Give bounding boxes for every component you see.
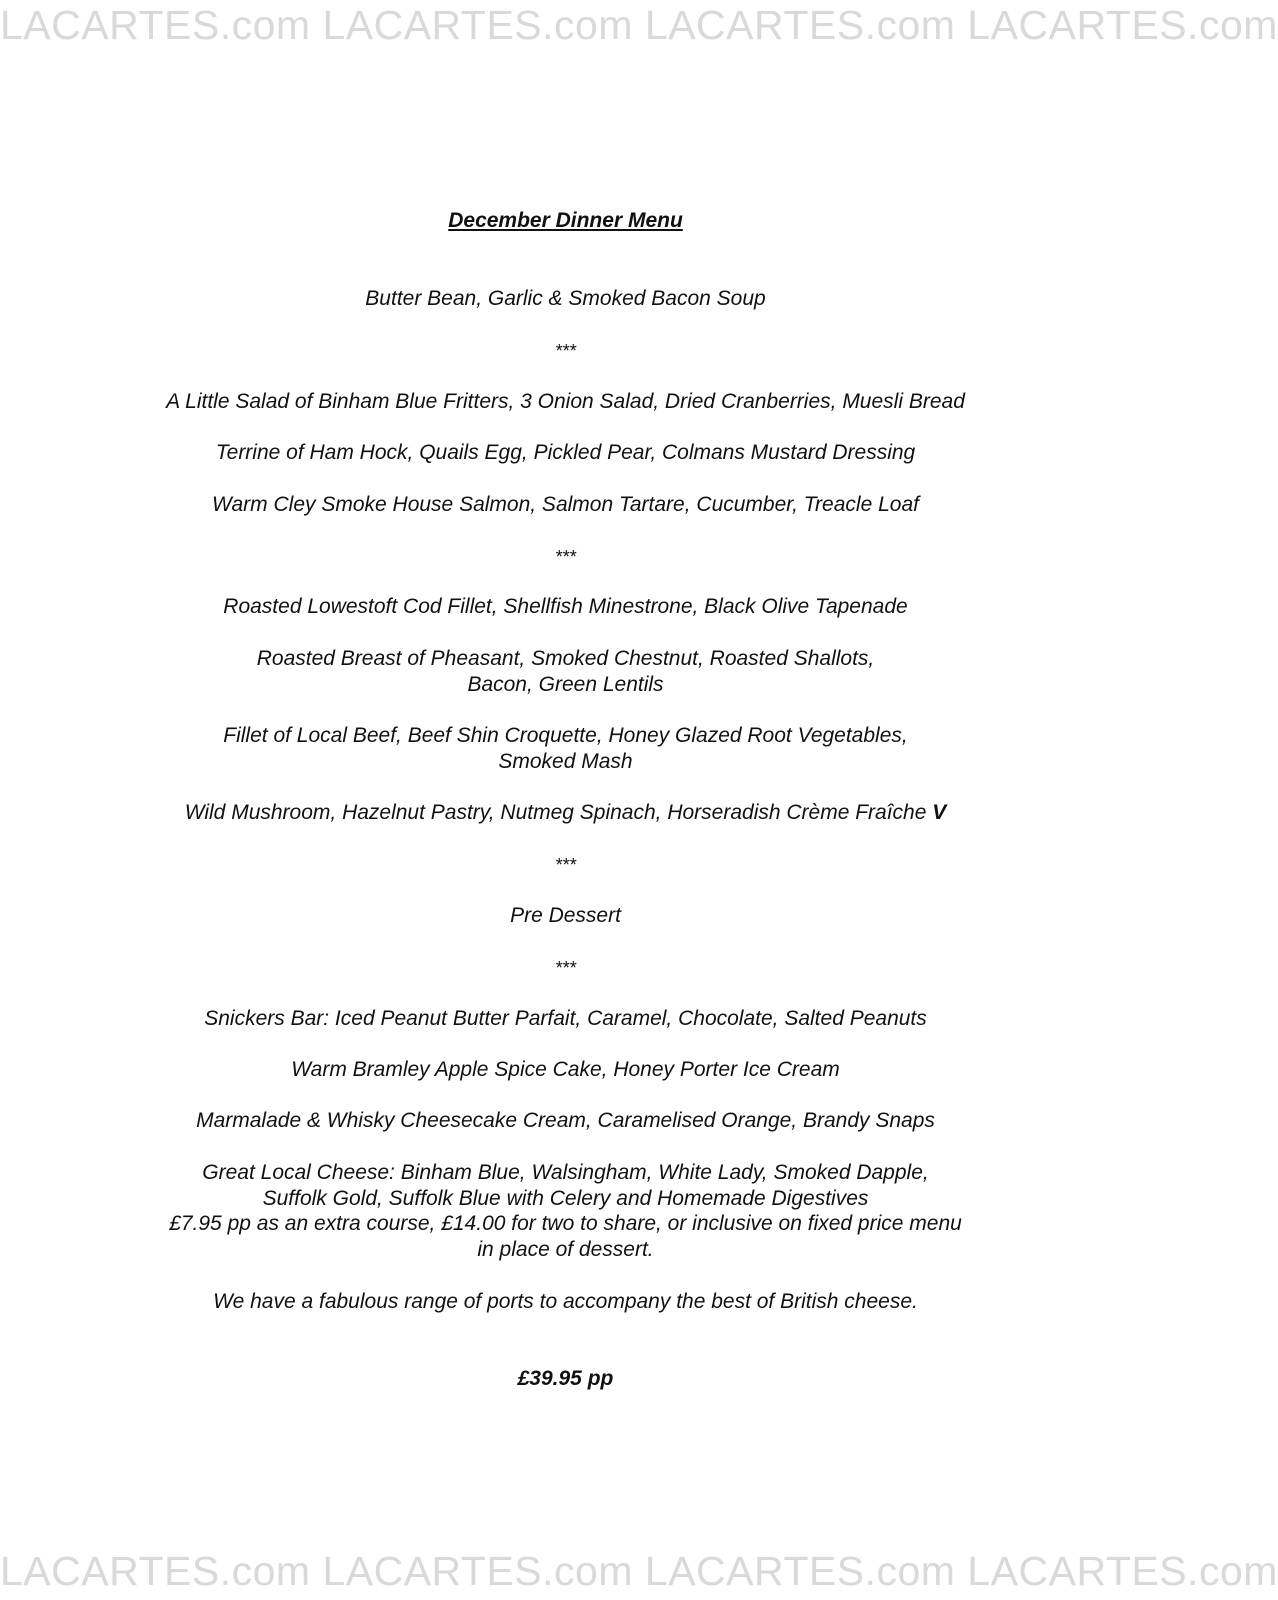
pre-dessert: Pre Dessert bbox=[510, 904, 621, 927]
watermark-top: LACARTES.com LACARTES.com LACARTES.com LACARTES.com bbox=[0, 2, 1278, 48]
soup-course: Butter Bean, Garlic & Smoked Bacon Soup bbox=[365, 287, 766, 310]
main-item-cod: Roasted Lowestoft Cod Fillet, Shellfish Minestrone, Black Olive Tapenade bbox=[223, 595, 908, 618]
starter-item: A Little Salad of Binham Blue Fritters, 3 Onion Salad, Dried Cranberries, Muesli Bread bbox=[166, 390, 965, 413]
dessert-item: Marmalade & Whisky Cheesecake Cream, Caramelised Orange, Brandy Snaps bbox=[196, 1109, 935, 1132]
dessert-item: Warm Bramley Apple Spice Cake, Honey Porter Ice Cream bbox=[291, 1058, 840, 1081]
main-item-beef-line2: Smoked Mash bbox=[498, 750, 633, 773]
ports-note: We have a fabulous range of ports to accompany the best of British cheese. bbox=[213, 1290, 918, 1313]
menu-price: £39.95 pp bbox=[517, 1367, 614, 1390]
menu-title: December Dinner Menu bbox=[448, 209, 683, 232]
cheese-line1: Great Local Cheese: Binham Blue, Walsingham, White Lady, Smoked Dapple, bbox=[202, 1161, 929, 1184]
main-item-pheasant-line2: Bacon, Green Lentils bbox=[467, 673, 664, 696]
main-item-mushroom bbox=[0, 800, 1131, 826]
course-separator: *** bbox=[554, 547, 576, 567]
dessert-item: Snickers Bar: Iced Peanut Butter Parfait, Caramel, Chocolate, Salted Peanuts bbox=[204, 1007, 927, 1030]
watermark-bottom: LACARTES.com LACARTES.com LACARTES.com LACARTES.com bbox=[0, 1548, 1278, 1594]
main-item-mushroom-text: Wild Mushroom, Hazelnut Pastry, Nutmeg Spinach, Horseradish Crème Fraîche bbox=[184, 801, 927, 824]
course-separator: *** bbox=[554, 341, 576, 361]
starter-item: Warm Cley Smoke House Salmon, Salmon Tartare, Cucumber, Treacle Loaf bbox=[212, 493, 919, 516]
cheese-line2: Suffolk Gold, Suffolk Blue with Celery and Homemade Digestives bbox=[262, 1187, 869, 1210]
main-item-beef-line1: Fillet of Local Beef, Beef Shin Croquette, Honey Glazed Root Vegetables, bbox=[223, 724, 908, 747]
vegetarian-mark: V bbox=[932, 801, 947, 824]
cheese-line3: £7.95 pp as an extra course, £14.00 for two to share, or inclusive on fixed price menu bbox=[169, 1212, 962, 1235]
main-item-pheasant-line1: Roasted Breast of Pheasant, Smoked Chestnut, Roasted Shallots, bbox=[256, 647, 875, 670]
course-separator: *** bbox=[554, 855, 576, 875]
cheese-line4: in place of dessert. bbox=[477, 1238, 654, 1261]
starter-item: Terrine of Ham Hock, Quails Egg, Pickled Pear, Colmans Mustard Dressing bbox=[215, 441, 916, 464]
course-separator: *** bbox=[554, 958, 576, 978]
